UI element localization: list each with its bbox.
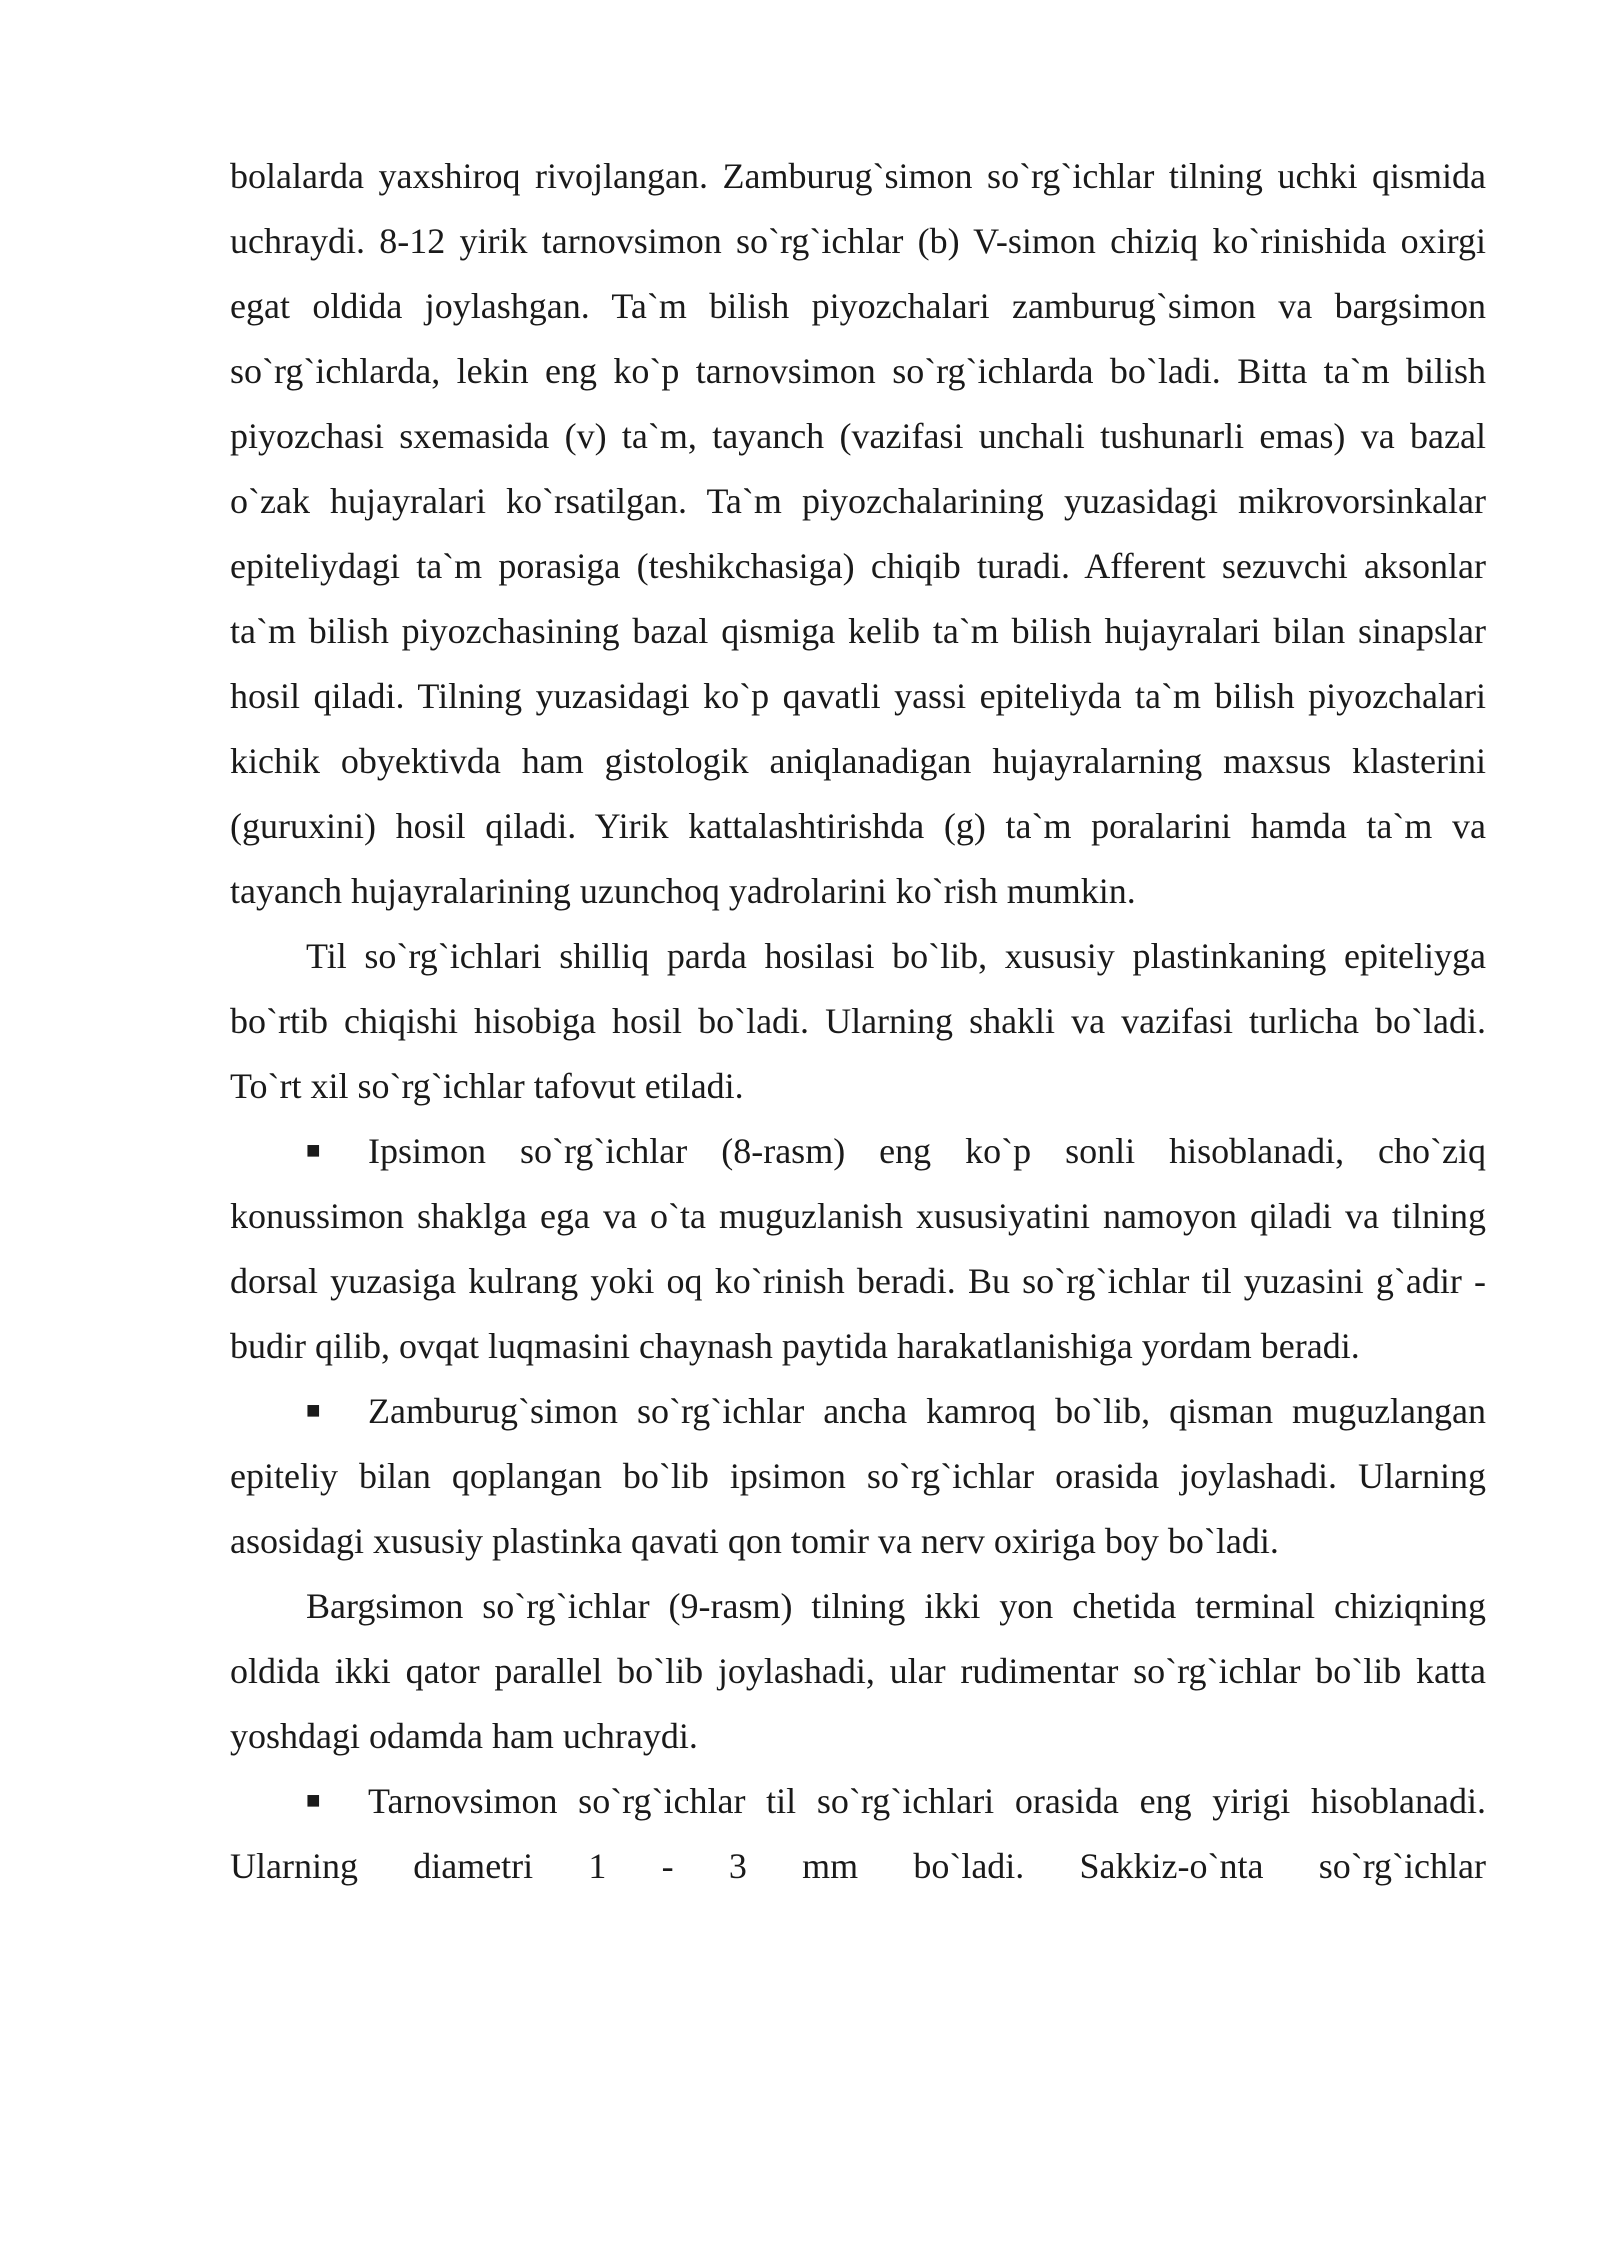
paragraph-continuation <box>230 144 1486 924</box>
bullet-item-circumvallate <box>230 1769 1486 1899</box>
paragraph-foliate <box>230 1574 1486 1769</box>
bullet-item-fungiform <box>230 1379 1486 1574</box>
paragraph-text: Bargsimon so`rg`ichlar (9-rasm) tilning ikki yon chetida terminal chiziqning oldida ikki qator parallel bo`lib joylashadi, ular rudimentar so`rg`ichlar bo`lib katta yoshdagi odamda ham uchraydi. <box>230 1586 1486 1756</box>
paragraph-text: Tarnovsimon so`rg`ichlar til so`rg`ichlari orasida eng yirigi hisoblanadi. Ularning diametri 1 - 3 mm bo`ladi. Sakkiz-o`nta so`rg`ichlar <box>230 1781 1486 1886</box>
paragraph-text: bolalarda yaxshiroq rivojlangan. Zamburug`simon so`rg`ichlar tilning uchki qismida uchraydi. 8-12 yirik tarnovsimon so`rg`ichlar (b) V-simon chiziq ko`rinishida oxirgi egat oldida joylashgan. Ta`m bilish piyozchalari zamburug`simon va bargsimon so`rg`ichlarda, lekin eng ko`p tarnovsimon so`rg`ichlarda bo`ladi. Bitta ta`m bilish piyozchasi sxemasida (v) ta`m, tayanch (vazifasi unchali tushunarli emas) va bazal o`zak hujayralari ko`rsatilgan. Ta`m piyozchalarining yuzasidagi mikrovorsinkalar epiteliydagi ta`m porasiga (teshikchasiga) chiqib turadi. Afferent sezuvchi aksonlar ta`m bilish piyozchasining bazal qismiga kelib ta`m bilish hujayralari bilan sinapslar hosil qiladi. Tilning yuzasidagi ko`p qavatli yassi epiteliyda ta`m bilish piyozchalari kichik obyektivda ham gistologik aniqlanadigan hujayralarning maxsus klasterini (guruxini) hosil qiladi. Yirik kattalashtirishda (g) ta`m poralarini hamda ta`m va tayanch hujayralarining uzunchoq yadrolarini ko`rish mumkin. <box>230 156 1486 911</box>
paragraph-papillae-intro <box>230 924 1486 1119</box>
bullet-square-icon: ■ <box>306 1138 321 1164</box>
bullet-item-filiform <box>230 1119 1486 1379</box>
body-text <box>230 144 1486 1899</box>
paragraph-text: Til so`rg`ichlari shilliq parda hosilasi bo`lib, xususiy plastinkaning epiteliyga bo`rtib chiqishi hisobiga hosil bo`ladi. Ularning shakli va vazifasi turlicha bo`ladi. To`rt xil so`rg`ichlar tafovut etiladi. <box>230 936 1486 1106</box>
paragraph-text: Ipsimon so`rg`ichlar (8-rasm) eng ko`p sonli hisoblanadi, cho`ziq konussimon shaklga ega va o`ta muguzlanish xususiyatini namoyon qiladi va tilning dorsal yuzasiga kulrang yoki oq ko`rinish beradi. Bu so`rg`ichlar til yuzasini g`adir -budir qilib, ovqat luqmasini chaynash paytida harakatlanishiga yordam beradi. <box>230 1131 1486 1366</box>
bullet-square-icon: ■ <box>306 1398 321 1424</box>
bullet-square-icon: ■ <box>306 1788 321 1814</box>
paragraph-text: Zamburug`simon so`rg`ichlar ancha kamroq bo`lib, qisman muguzlangan epiteliy bilan qoplangan bo`lib ipsimon so`rg`ichlar orasida joylashadi. Ularning asosidagi xususiy plastinka qavati qon tomir va nerv oxiriga boy bo`ladi. <box>230 1391 1486 1561</box>
